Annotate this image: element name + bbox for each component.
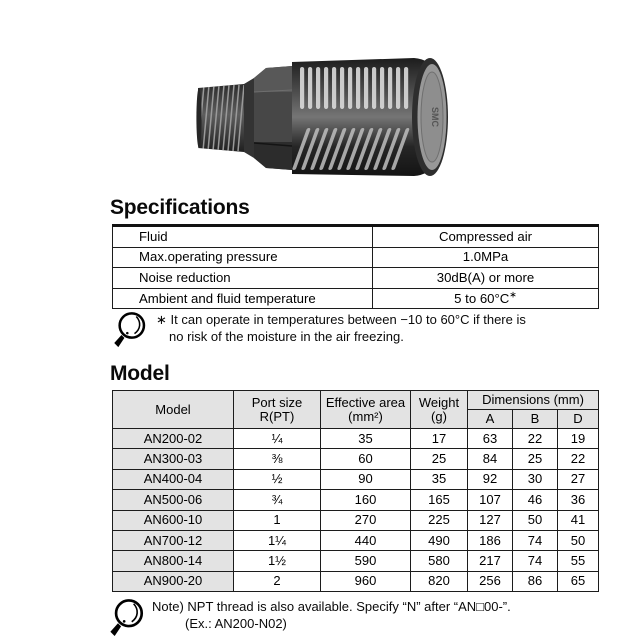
specifications-heading: Specifications	[110, 196, 250, 219]
cell-dim-d: 65	[558, 571, 599, 591]
spec-value-text: 1.0MPa	[462, 249, 509, 265]
header-effective-area-l1: Effective area	[325, 394, 406, 410]
cell-port: ½	[234, 469, 321, 489]
spec-row	[113, 247, 599, 268]
header-dim-a: A	[468, 410, 513, 429]
model-row	[113, 510, 599, 530]
header-port-size-l2: R(PT)	[259, 408, 295, 424]
cell-port: 1	[234, 510, 321, 530]
spec-note-line1	[156, 312, 526, 329]
cell-dim-a: 256	[468, 571, 513, 591]
cell-dim-d: 41	[558, 510, 599, 530]
header-dim-d: D	[558, 410, 599, 429]
cell-dim-a: 186	[468, 530, 513, 550]
cell-weight: 25	[411, 449, 468, 469]
cell-port: ¼	[234, 429, 321, 449]
specifications-table	[112, 224, 599, 309]
spec-note-line2: no risk of the moisture in the air freezing.	[169, 328, 404, 344]
model-row	[113, 571, 599, 591]
cell-area: 35	[321, 429, 411, 449]
model-note-line2: (Ex.: AN200-N02)	[185, 615, 287, 631]
cell-dim-a: 63	[468, 429, 513, 449]
model-row	[113, 530, 599, 550]
cell-port: 1¼	[234, 530, 321, 550]
model-row	[113, 490, 599, 510]
model-row	[113, 551, 599, 571]
asterisk-marker: ∗	[156, 312, 167, 327]
cell-dim-b: 30	[513, 469, 558, 489]
cell-area: 590	[321, 551, 411, 571]
cell-port: ¾	[234, 490, 321, 510]
header-effective-area	[321, 391, 411, 429]
cell-model: AN300-03	[113, 449, 234, 469]
cell-dim-d: 27	[558, 469, 599, 489]
header-weight-l2: (g)	[431, 408, 447, 424]
cell-dim-b: 74	[513, 530, 558, 550]
spec-row	[113, 268, 599, 289]
cell-area: 60	[321, 449, 411, 469]
model-header-row	[113, 391, 599, 410]
spec-value	[373, 288, 599, 309]
cell-dim-a: 107	[468, 490, 513, 510]
header-effective-area-l2: (mm²)	[348, 408, 383, 424]
cell-dim-d: 22	[558, 449, 599, 469]
spec-label: Noise reduction	[113, 268, 373, 289]
spec-note	[156, 312, 526, 345]
cell-dim-b: 86	[513, 571, 558, 591]
header-dim-b: B	[513, 410, 558, 429]
header-port-size-l1: Port size	[251, 394, 303, 410]
model-row	[113, 449, 599, 469]
cell-dim-a: 84	[468, 449, 513, 469]
header-port-size	[234, 391, 321, 429]
spec-label: Ambient and fluid temperature	[113, 288, 373, 309]
cell-dim-b: 50	[513, 510, 558, 530]
cell-model: AN200-02	[113, 429, 234, 449]
model-row	[113, 429, 599, 449]
cell-weight: 17	[411, 429, 468, 449]
cell-dim-b: 25	[513, 449, 558, 469]
cell-port: ⅜	[234, 449, 321, 469]
model-note	[152, 599, 511, 632]
cap-brand-text: SMC	[430, 107, 440, 127]
model-row	[113, 469, 599, 489]
cell-area: 270	[321, 510, 411, 530]
spec-value	[373, 247, 599, 268]
cell-weight: 225	[411, 510, 468, 530]
cell-dim-b: 46	[513, 490, 558, 510]
cell-area: 960	[321, 571, 411, 591]
cell-weight: 820	[411, 571, 468, 591]
magnifier-icon	[112, 309, 148, 351]
cell-model: AN400-04	[113, 469, 234, 489]
spec-row	[113, 288, 599, 309]
cell-model: AN500-06	[113, 490, 234, 510]
spec-value	[373, 268, 599, 289]
cell-area: 440	[321, 530, 411, 550]
cell-dim-d: 55	[558, 551, 599, 571]
model-note-line1: Note) NPT thread is also available. Specify “N” after “AN□00-”.	[152, 599, 511, 614]
cell-port: 2	[234, 571, 321, 591]
cell-dim-a: 92	[468, 469, 513, 489]
header-weight	[411, 391, 468, 429]
cell-weight: 35	[411, 469, 468, 489]
cell-dim-b: 74	[513, 551, 558, 571]
model-table	[112, 390, 599, 592]
spec-row	[113, 226, 599, 248]
spec-value-text: Compressed air	[438, 228, 533, 244]
header-model: Model	[113, 391, 234, 429]
cell-weight: 580	[411, 551, 468, 571]
cell-area: 160	[321, 490, 411, 510]
cell-weight: 165	[411, 490, 468, 510]
spec-value-sup: ∗	[509, 289, 517, 300]
magnifier-icon	[108, 596, 146, 640]
cell-dim-b: 22	[513, 429, 558, 449]
cell-model: AN900-20	[113, 571, 234, 591]
cell-model: AN700-12	[113, 530, 234, 550]
spec-note-text1: It can operate in temperatures between −10 to 60°C if there is	[170, 312, 526, 327]
cell-model: AN800-14	[113, 551, 234, 571]
cell-dim-d: 36	[558, 490, 599, 510]
header-weight-l1: Weight	[418, 394, 460, 410]
spec-label: Max.operating pressure	[113, 247, 373, 268]
cell-dim-a: 127	[468, 510, 513, 530]
header-dimensions: Dimensions (mm)	[468, 391, 599, 410]
cell-dim-a: 217	[468, 551, 513, 571]
spec-value-text: 30dB(A) or more	[436, 269, 535, 285]
spec-value-text: 5 to 60°C	[454, 290, 510, 306]
spec-label: Fluid	[113, 226, 373, 248]
cell-dim-d: 19	[558, 429, 599, 449]
cell-area: 90	[321, 469, 411, 489]
cell-dim-d: 50	[558, 530, 599, 550]
product-image	[196, 54, 458, 184]
cell-model: AN600-10	[113, 510, 234, 530]
cell-port: 1½	[234, 551, 321, 571]
cell-weight: 490	[411, 530, 468, 550]
model-heading: Model	[110, 362, 170, 385]
spec-value	[373, 226, 599, 248]
